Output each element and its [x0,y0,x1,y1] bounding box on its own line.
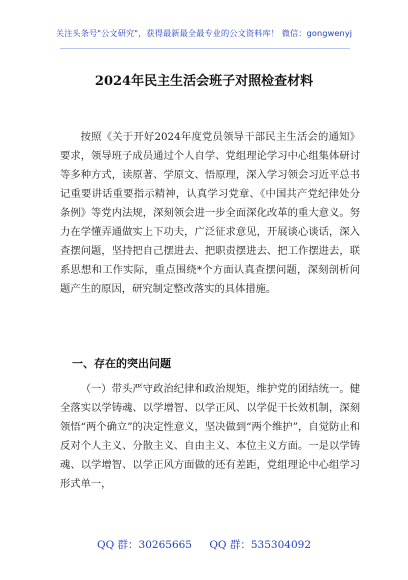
footer-qq-group-2: QQ 群：535304092 [209,539,312,551]
footer-contacts [0,537,408,552]
document-title: 2024年民主生活会班子对照检查材料 [94,74,314,89]
section-heading: 一、存在的突出问题 [72,357,171,370]
section-paragraph: （一）带头严守政治纪律和政治规矩，维护党的团结统一。健全落实以学铸魂、以学增智、以学正风、以学促干长效机制，深刻领悟“两个确立”的决定性意义，坚决做到“两个维护”，自觉防止和反对个人主义、分散主义、自由主义、本位主义方面。一是以学铸魂、以学增智、以学正风方面做的还有差距，党组理论中心组学习形式单一， [60,383,360,490]
header-banner: 关注头条号"公文研究"，获得最新最全最专业的公文资料库！ 微信：gongwenyj [55,28,353,38]
header-divider [60,48,350,49]
intro-paragraph: 按照《关于开好2024年度党员领导干部民主生活会的通知》要求，领导班子成员通过个人自学、党组理论学习中心组集体研讨等多种方式，读原著、学原文、悟原理，深入学习领会习近平总书记重要讲话重要指示精神，认真学习党章、《中国共产党纪律处分条例》等党内法规，深刻领会进一步全面深化改革的重大意义。努力在学懂弄通做实上下功夫，广泛征求意见，开展谈心谈话，深入查摆问题，坚持把自己摆进去、把职责摆进去、把工作摆进去，联系思想和工作实际，重点围绕*个方面认真查摆问题，深刻剖析问题产生的原因，研究制定整改落实的具体措施。 [60,131,360,295]
footer-qq-group-1: QQ 群：30265665 [96,539,192,551]
